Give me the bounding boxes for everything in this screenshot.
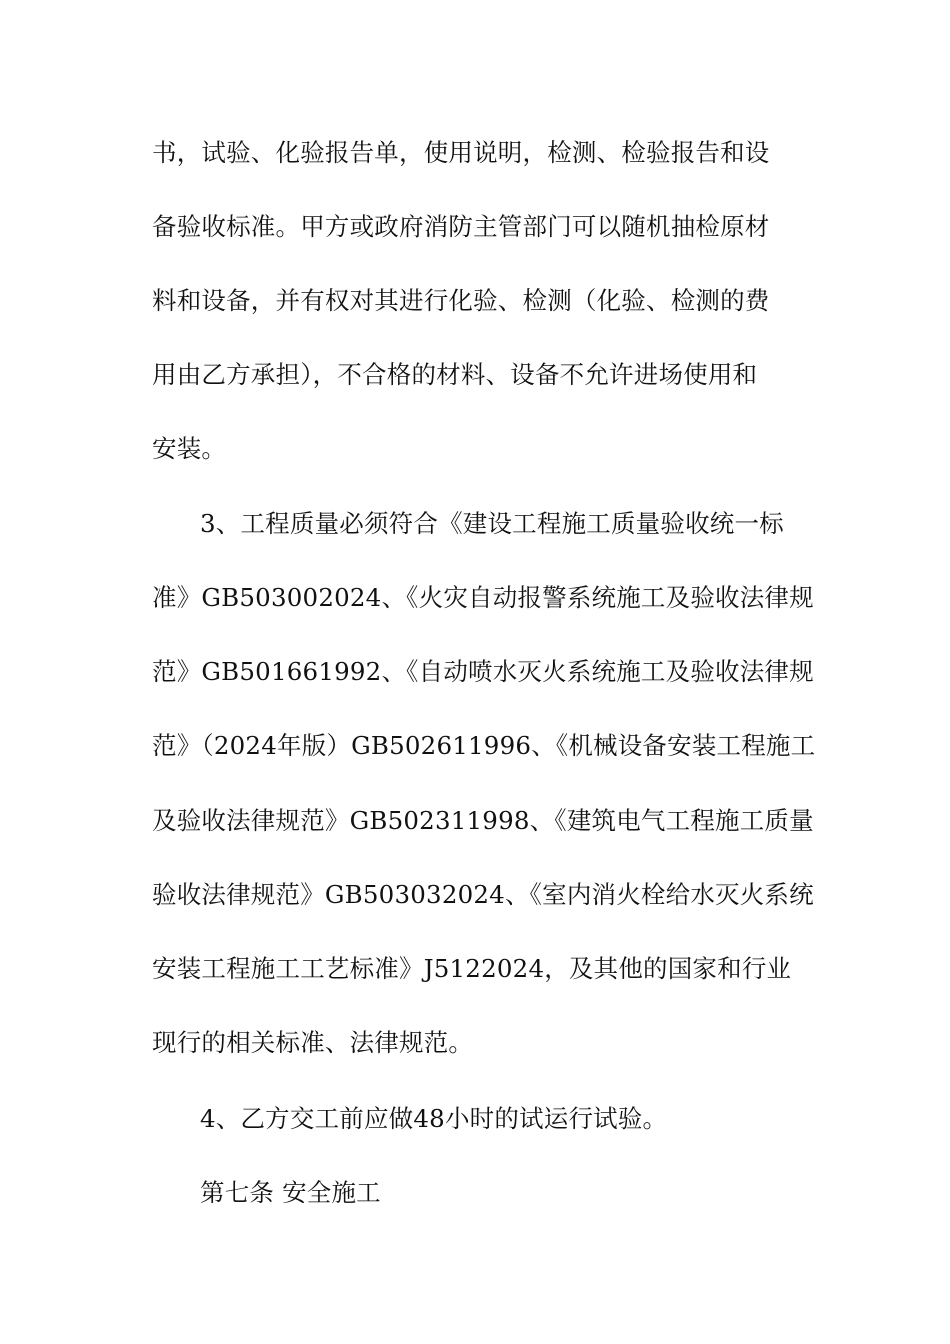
text-line: 现行的相关标准、法律规范。 <box>152 1028 474 1057</box>
paragraph-start: 4、乙方交工前应做48小时的试运行试验。 <box>200 1104 668 1133</box>
text-line: 准》GB503002024、《火灾自动报警系统施工及验收法律规 <box>152 583 814 612</box>
text-line: 料和设备，并有权对其进行化验、检测（化验、检测的费 <box>152 286 770 315</box>
paragraph-start: 3、工程质量必须符合《建设工程施工质量验收统一标 <box>200 509 784 538</box>
text-line: 用由乙方承担），不合格的材料、设备不允许进场使用和 <box>152 360 758 389</box>
section-heading: 第七条 安全施工 <box>200 1178 381 1207</box>
text-line: 范》（2024年版）GB502611996、《机械设备安装工程施工 <box>152 731 816 760</box>
text-line: 书，试验、化验报告单，使用说明，检测、检验报告和设 <box>152 138 770 167</box>
text-line: 范》GB501661992、《自动喷水灭火系统施工及验收法律规 <box>152 657 814 686</box>
text-line: 备验收标准。甲方或政府消防主管部门可以随机抽检原材 <box>152 212 770 241</box>
text-line: 安装工程施工工艺标准》J5122024，及其他的国家和行业 <box>152 954 792 983</box>
text-line: 验收法律规范》GB503032024、《室内消火栓给水灭火系统 <box>152 880 814 909</box>
text-line: 及验收法律规范》GB502311998、《建筑电气工程施工质量 <box>152 806 814 835</box>
text-line: 安装。 <box>152 434 227 463</box>
